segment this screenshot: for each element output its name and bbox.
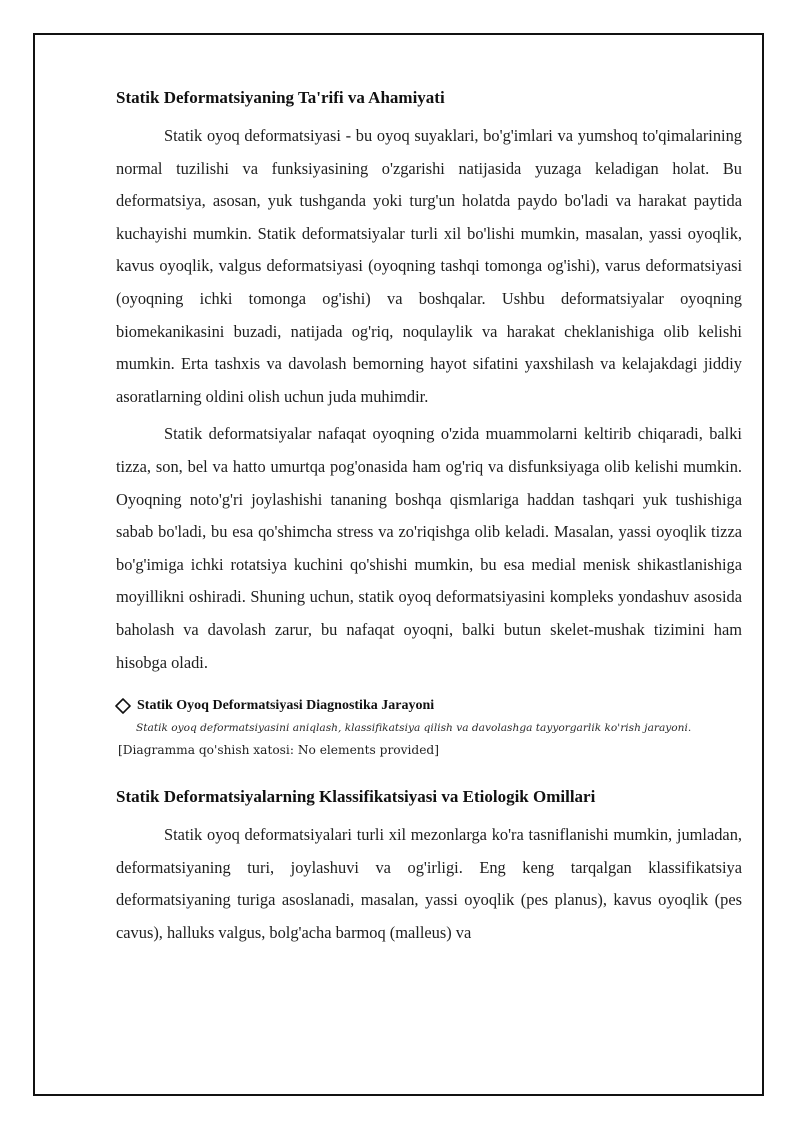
diagram-caption: Statik oyoq deformatsiyasini aniqlash, klassifikatsiya qilish va davolashga tayyorgarlik ko'rish jarayoni. (136, 722, 692, 735)
section-heading: Statik Deformatsiyaning Ta'rifi va Ahamiyati (116, 88, 445, 107)
diamond-icon (114, 697, 132, 715)
section-heading: Statik Deformatsiyalarning Klassifikatsiyasi va Etiologik Omillari (116, 787, 596, 807)
paragraph: Statik deformatsiyalar nafaqat oyoqning o'zida muammolarni keltirib chiqaradi, balki tizza, son, bel va hatto umurtqa pog'onasida ham og'riq va disfunksiyaga olib kelishi mumkin. Oyoqning noto'g'ri joylashishi tananing boshqa qismlariga haddan tashqari yuk tushishiga sabab bo'ladi, bu esa qo'shimcha stress va zo'riqishga olib keladi. Masalan, yassi oyoqlik tizza bo'g'imiga ichki rotatsiya kuchini qo'shishi mumkin, bu esa medial menisk shikastlanishiga moyillikni oshiradi. Shuning uchun, statik oyoq deformatsiyasini kompleks yondashuv asosida baholash va davolash zarur, bu nafaqat oyoqni, balki butun skelet-mushak tizimini ham hisobga oladi. (116, 424, 742, 672)
paragraph: Statik oyoq deformatsiyasi - bu oyoq suyaklari, bo'g'imlari va yumshoq to'qimalarining normal tuzilishi va funksiyasining o'zgarishi natijasida yuzaga keladigan holat. Bu deformatsiya, asosan, yuk tushganda yoki turg'un holatda paydo bo'ladi va harakat paytida kuchayishi mumkin. Statik deformatsiyalar turli xil bo'lishi mumkin, masalan, yassi oyoqlik, kavus oyoqlik, valgus deformatsiyasi (oyoqning tashqi tomonga og'ishi), varus deformatsiyasi (oyoqning ichki tomonga og'ishi) va boshqalar. Ushbu deformatsiyalar oyoqning biomekanikasini buzadi, natijada og'riq, noqulaylik va harakat cheklanishiga olib kelishi mumkin. Erta tashxis va davolash bemorning hayot sifatini yaxshilash va kelajakdagi jiddiy asoratlarning oldini olish uchun juda muhimdir. (116, 126, 742, 406)
diagram-title: Statik Oyoq Deformatsiyasi Diagnostika Jarayoni (137, 698, 435, 714)
paragraph: Statik oyoq deformatsiyalari turli xil mezonlarga ko'ra tasniflanishi mumkin, jumladan, deformatsiyaning turi, joylashuvi va og'irligi. Eng keng tarqalgan klassifikatsiya deformatsiyaning turiga asoslanadi, masalan, yassi oyoqlik (pes planus), kavus oyoqlik (pes cavus), halluks valgus, bolg'acha barmoq (malleus) va (116, 825, 742, 942)
section-2 (116, 779, 742, 949)
diagram-title-row (114, 695, 742, 717)
diagram-error-message: [Diagramma qo'shish xatosi: No elements provided] (118, 743, 439, 758)
document-content (116, 80, 742, 949)
diagram-placeholder (116, 695, 742, 761)
